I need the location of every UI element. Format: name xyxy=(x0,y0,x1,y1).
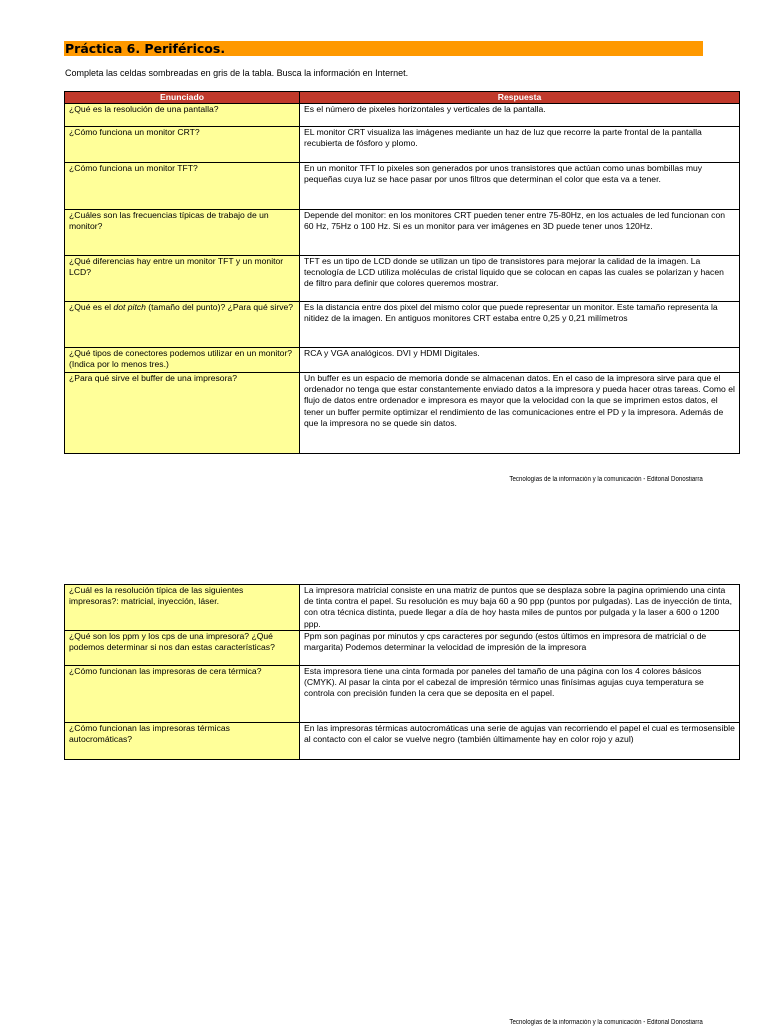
question-cell: ¿Cuál es la resolución típica de las siguientes impresoras?: matricial, inyección, láser. xyxy=(65,585,300,631)
question-cell: ¿Cómo funciona un monitor TFT? xyxy=(65,163,300,210)
header-respuesta: Respuesta xyxy=(300,92,740,104)
question-text: (tamaño del punto)? ¿Para qué sirve? xyxy=(145,302,294,312)
table-row xyxy=(65,256,740,302)
table-row xyxy=(65,348,740,373)
answer-cell[interactable]: RCA y VGA analógicos. DVI y HDMI Digitales. xyxy=(300,348,740,373)
table-row xyxy=(65,104,740,127)
answer-cell[interactable]: Un buffer es un espacio de memoria donde se almacenan datos. En el caso de la impresora sirve para que el ordenador no tenga que estar constantemente enviado datos a la impresora y pueda hacer otras tareas. Como el flujo de datos entre ordenador e impresora es mayor que la velocidad con la que se imprimen estos datos, el tener un buffer permite optimizar el rendimiento de las comunicaciones entre el PD y la impresora. Además de que la impresora no se quede sin datos. xyxy=(300,373,740,454)
question-cell: ¿Qué son los ppm y los cps de una impresora? ¿Qué podemos determinar si nos dan estas características? xyxy=(65,631,300,666)
answer-cell[interactable]: EL monitor CRT visualiza las imágenes mediante un haz de luz que recorre la parte frontal de la pantalla recubierta de fósforo y plomo. xyxy=(300,127,740,163)
answer-cell[interactable]: TFT es un tipo de LCD donde se utilizan un tipo de transistores para mejorar la calidad de la imagen. La tecnología de LCD utiliza moléculas de cristal liquido que se colocan en capas las cuales se polarizan y hacen de filtro para definir que colores queremos mostrar. xyxy=(300,256,740,302)
question-cell: ¿Cómo funciona un monitor CRT? xyxy=(65,127,300,163)
instructions-text: Completa las celdas sombreadas en gris de la tabla. Busca la información en Internet. xyxy=(65,68,409,78)
answer-cell[interactable]: Esta impresora tiene una cinta formada por paneles del tamaño de una página con los 4 colores básicos (CMYK). Al pasar la cinta por el cabezal de impresión térmico unas finísimas agujas cuya temperatura se controla con precisión funden la cera que se deposita en el papel. xyxy=(300,666,740,723)
answer-cell[interactable]: Es la distancia entre dos pixel del mismo color que puede representar un monitor. Este tamaño representa la nitidez de la imagen. En antiguos monitores CRT estaba entre 0,25 y 0,21 milímetros xyxy=(300,302,740,348)
table-row xyxy=(65,163,740,210)
question-cell: ¿Cómo funcionan las impresoras de cera térmica? xyxy=(65,666,300,723)
question-text: ¿Qué es el xyxy=(69,302,114,312)
question-cell: ¿Cuáles son las frecuencias típicas de trabajo de un monitor? xyxy=(65,210,300,256)
answer-cell[interactable]: En las impresoras térmicas autocromáticas una serie de agujas van recorriendo el papel el cual es termosensible al contacto con el calor se vuelve negro (también últimamente hay en color rojo y azul) xyxy=(300,723,740,760)
table-row xyxy=(65,127,740,163)
table-row xyxy=(65,302,740,348)
table-row xyxy=(65,210,740,256)
answer-cell[interactable]: Es el número de pixeles horizontales y verticales de la pantalla. xyxy=(300,104,740,127)
question-cell: ¿Qué es la resolución de una pantalla? xyxy=(65,104,300,127)
header-enunciado: Enunciado xyxy=(65,92,300,104)
table-row xyxy=(65,585,740,631)
question-cell: ¿Para qué sirve el buffer de una impresora? xyxy=(65,373,300,454)
table-header-row xyxy=(65,92,740,104)
question-cell xyxy=(65,302,300,348)
table-row xyxy=(65,631,740,666)
question-emphasis: dot pitch xyxy=(113,302,146,312)
answer-cell[interactable]: En un monitor TFT lo pixeles son generados por unos transistores que actúan como unas bombillas muy pequeñas cuya luz se hace pasar por unos filtros que determinan el color que esta va a tener. xyxy=(300,163,740,210)
answer-cell[interactable]: Depende del monitor: en los monitores CRT pueden tener entre 75-80Hz, en los actuales de led funcionan con 60 Hz, 75Hz o 100 Hz. Si es un monitor para ver imágenes en 3D puede tener unos 120Hz. xyxy=(300,210,740,256)
table-row xyxy=(65,666,740,723)
question-cell: ¿Cómo funcionan las impresoras térmicas autocromáticas? xyxy=(65,723,300,760)
questions-table-1 xyxy=(64,91,740,454)
footer-credit: Tecnologías de la información y la comunicación - Editorial Donostiarra xyxy=(509,1019,703,1026)
footer-credit: Tecnologías de la información y la comunicación - Editorial Donostiarra xyxy=(509,476,703,483)
page-title: Práctica 6. Periféricos. xyxy=(64,41,703,56)
table-row xyxy=(65,373,740,454)
questions-table-2 xyxy=(64,584,740,760)
question-cell: ¿Qué diferencias hay entre un monitor TFT y un monitor LCD? xyxy=(65,256,300,302)
answer-cell[interactable]: La impresora matricial consiste en una matriz de puntos que se desplaza sobre la pagina oprimiendo una cinta de tinta contra el papel. Su resolución es muy baja 60 a 90 ppp (puntos por pulgadas). Las de inyección de tinta, con otra técnica distinta, puede llegar a día de hoy hasta miles de puntos por pulgada y la laser a 600 o 1200 ppp. xyxy=(300,585,740,631)
question-cell: ¿Qué tipos de conectores podemos utilizar en un monitor? (Indica por lo menos tres.) xyxy=(65,348,300,373)
answer-cell[interactable]: Ppm son paginas por minutos y cps caracteres por segundo (estos últimos en impresora de matricial o de margarita) Podemos determinar la velocidad de impresión de la impresora xyxy=(300,631,740,666)
table-row xyxy=(65,723,740,760)
